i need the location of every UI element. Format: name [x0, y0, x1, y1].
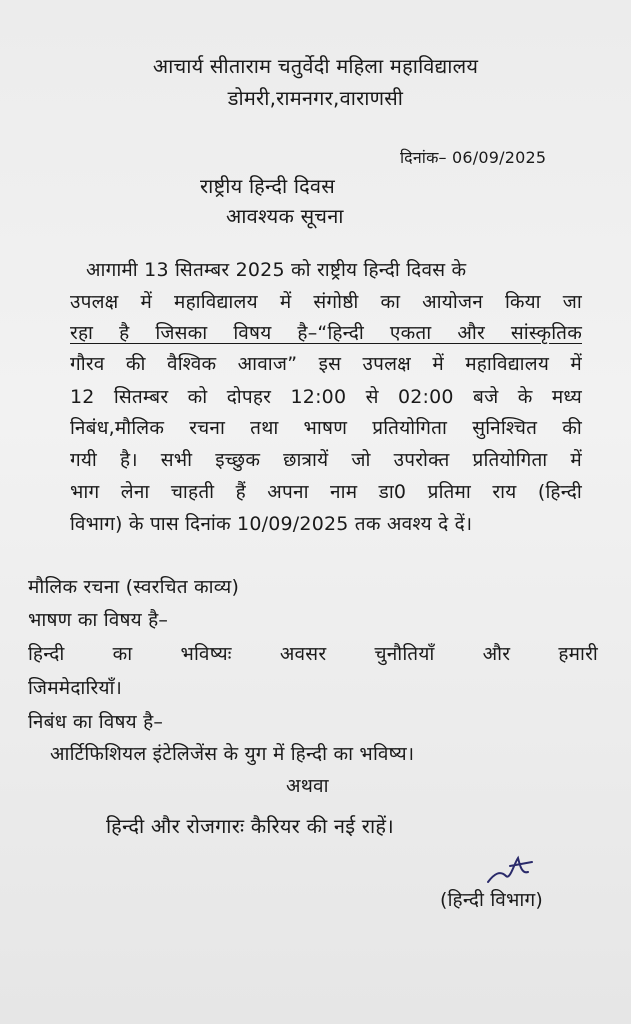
body-line: गयी है। सभी इच्छुक छात्रायें जो उपरोक्त प्रतियोगिता में: [70, 449, 582, 471]
body-line: 12 सितम्बर को दोपहर 12:00 से 02:00 बजे के मध्य: [70, 386, 582, 408]
signature: [480, 852, 540, 888]
body-line: विभाग) के पास दिनांक 10/09/2025 तक अवश्य दे दें।: [70, 513, 473, 535]
essay-topic-1: आर्टिफिशियल इंटेलिजेंस के युग में हिन्दी का भविष्य।: [50, 743, 415, 765]
speech-topic-line-1: हिन्दी का भविष्यः अवसर चुनौतियाँ और हमारी: [28, 643, 598, 665]
college-name: आचार्य सीताराम चतुर्वेदी महिला महाविद्यालय: [152, 54, 479, 78]
body-line: आगामी 13 सितम्बर 2025 को राष्ट्रीय हिन्दी दिवस के: [86, 259, 467, 281]
notice-date: दिनांक– 06/09/2025: [400, 148, 547, 167]
notice-subtitle: आवश्यक सूचना: [226, 204, 344, 228]
speech-topic-line-2: जिममेदारियाँ।: [28, 677, 122, 699]
or-text: अथवा: [286, 775, 329, 797]
department-signoff: (हिन्दी विभाग): [440, 889, 544, 911]
body-line: गौरव की वैश्विक आवाज” इस उपलक्ष में महाविद्यालय में: [70, 353, 582, 375]
body-line: रहा है जिसका विषय है–“हिन्दी एकता और सांस्कृतिक: [70, 322, 582, 344]
essay-heading: निबंध का विषय है–: [28, 711, 164, 733]
body-line: उपलक्ष में महाविद्यालय में संगोष्ठी का आयोजन किया जा: [70, 291, 582, 313]
notice-title: राष्ट्रीय हिन्दी दिवस: [200, 174, 335, 198]
essay-topic-2: हिन्दी और रोजगारः कैरियर की नई राहें।: [106, 814, 394, 838]
speech-heading: भाषण का विषय है–: [28, 609, 169, 631]
body-line: निबंध,मौलिक रचना तथा भाषण प्रतियोगिता सुनिश्चित की: [70, 417, 582, 439]
body-line: भाग लेना चाहती हैं अपना नाम डा0 प्रतिमा राय (हिन्दी: [70, 481, 582, 503]
college-address: डोमरी,रामनगर,वाराणसी: [227, 86, 404, 110]
original-work-heading: मौलिक रचना (स्वरचित काव्य): [28, 576, 240, 598]
